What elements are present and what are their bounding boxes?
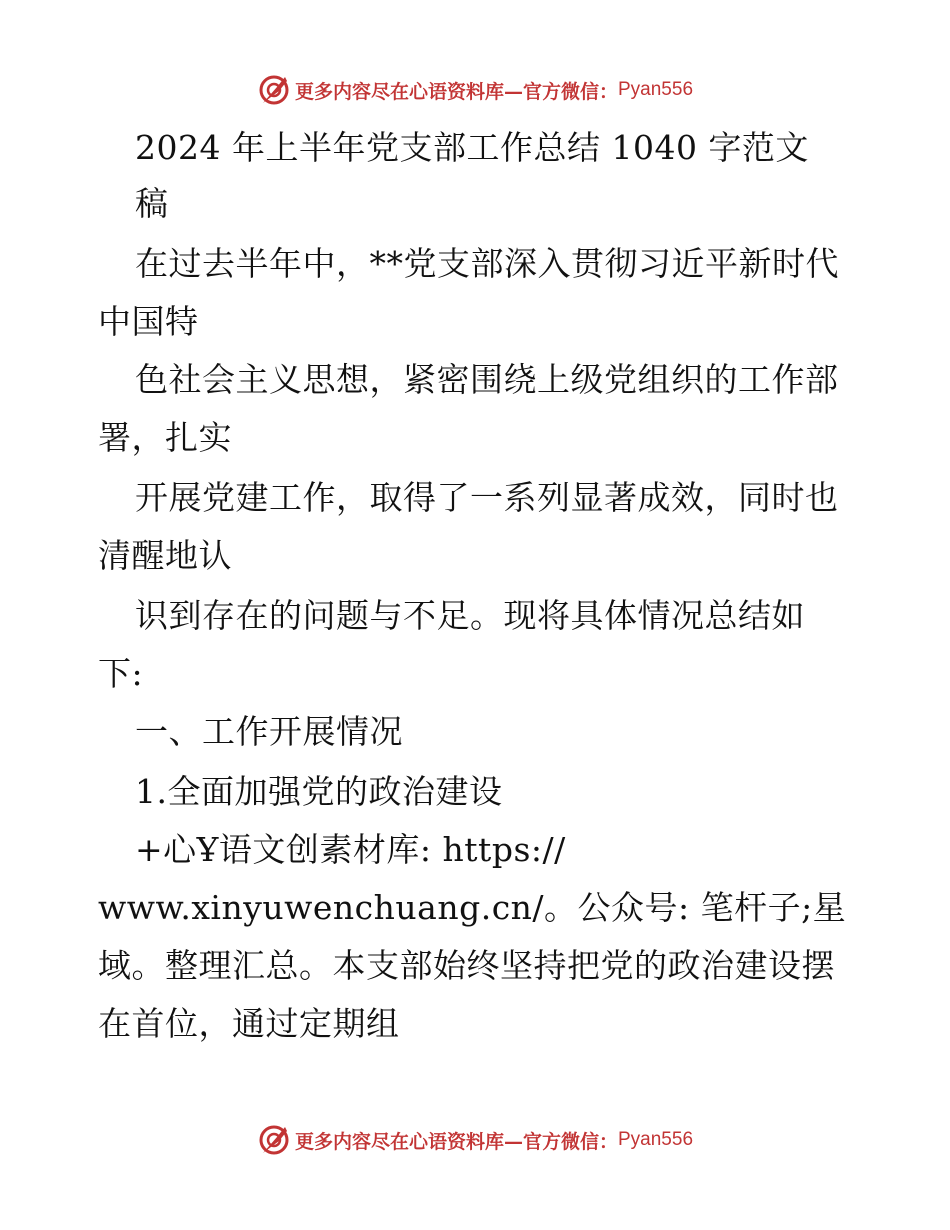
banner-wechat-label: 官方微信： [522,80,618,103]
quill-logo-icon [257,1123,291,1157]
paragraph-line: 下: [98,654,144,693]
quill-logo-icon [257,73,291,107]
paragraph-line: 域。整理汇总。本支部始终坚持把党的政治建设摆 [98,946,835,985]
paragraph-line: 清醒地认 [98,536,232,575]
paragraph-line: 色社会主义思想，紧密围绕上级党组织的工作部 [135,360,839,399]
subsection-heading: 1.全面加强党的政治建设 [135,772,503,811]
doc-title-line-2: 稿 [135,184,169,223]
banner-main-text: 更多内容尽在心语资料库— [294,80,523,103]
banner-wechat-id: Pyan556 [618,1129,694,1150]
section-heading: 一、工作开展情况 [135,712,403,751]
paragraph-line: www.xinyuwenchuang.cn/。公众号: 笔杆子;星 [98,888,847,927]
paragraph-line: 在过去半年中，**党支部深入贯彻习近平新时代 [135,244,839,283]
footer-banner [0,1118,950,1162]
paragraph-line: 识到存在的问题与不足。现将具体情况总结如 [135,596,805,635]
banner-wechat-label: 官方微信： [522,1130,618,1153]
paragraph-line: +心Ұ语文创素材库: https:// [135,830,566,869]
doc-title-line-1: 2024 年上半年党支部工作总结 1040 字范文 [135,128,809,167]
paragraph-line: 开展党建工作，取得了一系列显著成效，同时也 [135,478,839,517]
paragraph-line: 在首位，通过定期组 [98,1004,400,1043]
banner-wechat-id: Pyan556 [618,79,694,100]
paragraph-line: 中国特 [98,302,199,341]
header-banner [0,68,950,112]
paragraph-line: 署，扎实 [98,418,232,457]
banner-main-text: 更多内容尽在心语资料库— [294,1130,523,1153]
